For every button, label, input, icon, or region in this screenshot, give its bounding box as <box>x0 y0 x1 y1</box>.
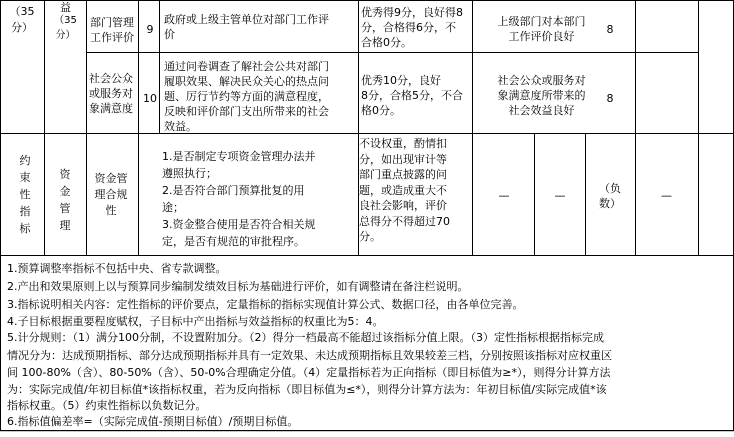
constraint-dash: — <box>498 189 510 202</box>
note-line: 4.子目标根据重要程度赋权，子目标中产出指标与效益指标的权重比为5：4。 <box>7 315 384 328</box>
row-scoring: 优秀得9分，良好得8 分，合格得6分，不 合格0分。 <box>361 6 463 49</box>
row-indicator: 社会公众 或服务对 象满意度 <box>89 72 133 115</box>
row-target: 上级部门对本部门 工作评价良好 <box>497 15 586 43</box>
note-line: 3.指标说明相关内容：定性指标的评价要点，定量指标的指标实现值计算公式、数据口径，由各单位完善。 <box>7 298 524 311</box>
note-line: 情况分为：达成预期指标、部分达成预期指标并具有一定效果、未达成预期指标且效果较差三档，分别按照该指标对应权重区 <box>7 349 612 362</box>
note-line: 指标权重。（5）约束性指标以负数记分。 <box>7 399 207 412</box>
constraint-scoring: 不设权重，酌情扣 分，如出现审计等 部门重点披露的问 题，或造成重大不 良社会影响，评价 总得分不得超过70 分。 <box>359 137 450 243</box>
note-line: 5.计分规则：（1）满分100分制，不设置附加分。（2）得分一档最高不能超过该指标分值上限。（3）定性指标根据指标完成 <box>7 331 604 344</box>
constraint-description: 1.是否制定专项资金管理办法并 遵照执行； 2.是否符合部门预算批复的用 途； 3.资金整合使用是否符合相关规 定，是否有规范的审批程序。 <box>162 150 316 248</box>
sub-category-score: （35 分） <box>54 15 77 41</box>
row-weight: 10 <box>143 92 157 105</box>
note-line: 为：实际完成值/年初目标值*该指标权重，若为反向指标（即目标值为≤*），则得分计算方法为：年初目标值/实际完成值*该 <box>7 383 607 396</box>
category-score: （35 分） <box>9 5 35 34</box>
note-line: 6.指标值偏差率=（实际完成值-预期目标值）/预期目标值。 <box>7 415 299 428</box>
constraint-sub: 资金管理 <box>59 168 71 232</box>
constraint-dash: — <box>554 189 566 202</box>
row-target: 社会公众或服务对 象满意度所带来的 社会效益良好 <box>497 74 586 117</box>
note-line: 1.预算调整率指标不包括中央、省专款调整。 <box>7 262 227 275</box>
row-description: 通过问卷调查了解社会公共对部门 履职效果、解决民众关心的热点问 题、厉行节约等方面的满意程度， 反映和评价部门支出所带来的社会 效益。 <box>164 60 329 133</box>
row-indicator: 部门管理 工作评价 <box>90 16 134 44</box>
note-line: 间 100-80%（含）、80-50%（含）、50-0%合理确定分值。（4）定量指标若为正向指标（即目标值为≥*），则得分计算方法 <box>7 366 611 379</box>
row-scoring: 优秀10分，良好 8分，合格5分，不合 格0分。 <box>361 74 463 117</box>
row-score: 8 <box>606 92 614 105</box>
constraint-indicator: 资金管 理合规 性 <box>94 172 128 217</box>
note-line: 2.产出和效果原则上以与预算同步编制发绩效目标为基础进行评价，如有调整请在备注栏说明。 <box>7 280 469 293</box>
row-description: 政府或上级主管单位对部门工作评 价 <box>164 13 329 41</box>
row-score: 8 <box>606 23 614 36</box>
row-weight: 9 <box>146 23 154 36</box>
sub-category-cont: 益 <box>60 1 71 14</box>
constraint-score: （负 数） <box>599 182 621 210</box>
constraint-dash: — <box>661 189 672 202</box>
constraint-category: 约束性指标 <box>19 154 31 235</box>
